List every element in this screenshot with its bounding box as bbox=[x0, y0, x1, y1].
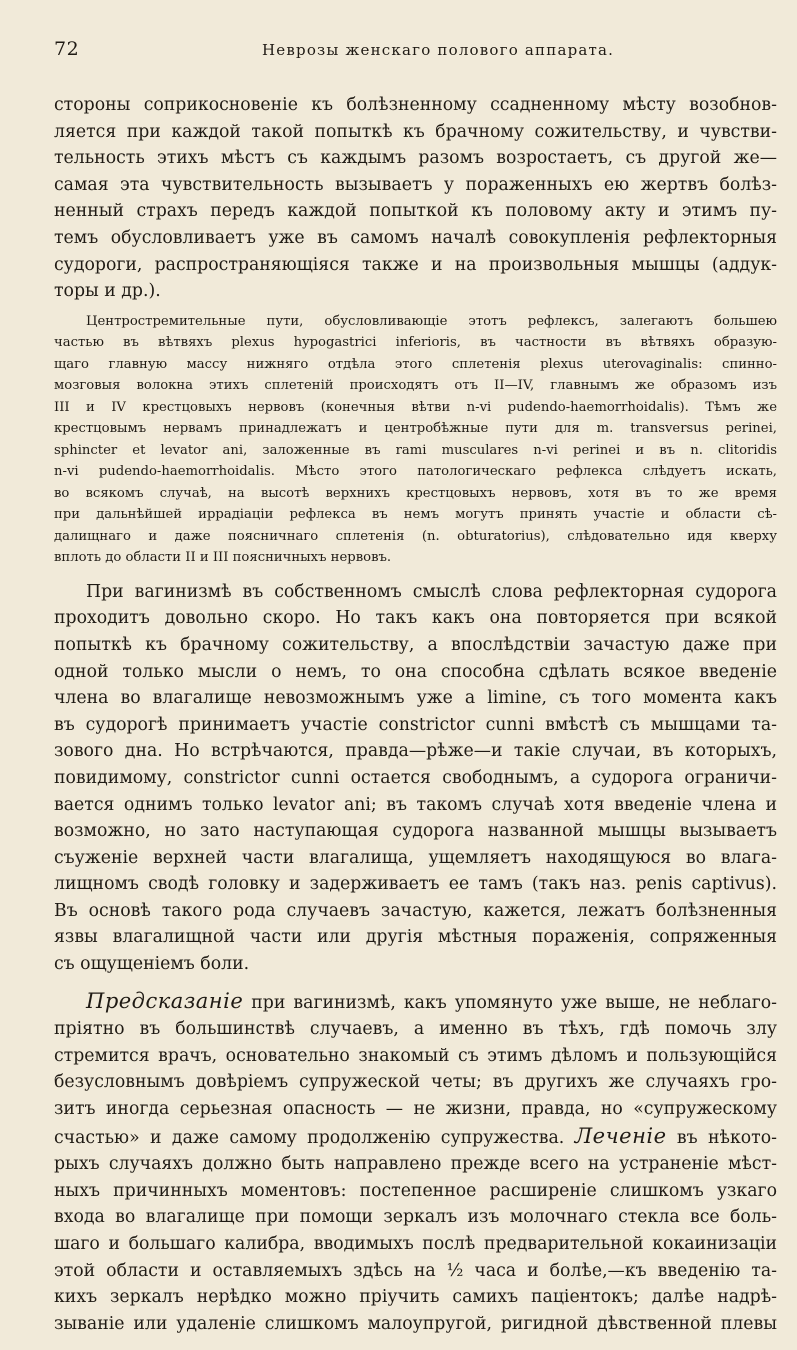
text-line: стороны соприкосновеніе къ болѣзненному ссадненному мѣсту возобнов- bbox=[54, 95, 777, 115]
paragraph-3 bbox=[54, 988, 777, 1338]
text-line: этой области и оставляемыхъ здѣсь на ½ часа и болѣе,—къ введенію та- bbox=[54, 1260, 777, 1281]
text-line: члена во влагалище невозможнымъ уже a limine, съ того момента какъ bbox=[54, 688, 777, 709]
text-line: проходитъ довольно скоро. Но такъ какъ она повторяется при всякой bbox=[54, 608, 777, 629]
page-header bbox=[54, 38, 777, 70]
text-line: шаго и большаго калибра, вводимыхъ послѣ предварительной кокаинизаціи bbox=[54, 1234, 777, 1254]
note-line: sphincter et levator ani, заложенные въ rami musculares n-vi perinei и въ n. clitoridis bbox=[54, 442, 777, 458]
note-line: частью въ вѣтвяхъ plexus hypogastrici inferioris, въ частности въ вѣтвяхъ образую- bbox=[54, 335, 777, 351]
note-line: щаго главную массу нижняго отдѣла этого сплетенія plexus uterovaginalis: спинно- bbox=[54, 356, 777, 372]
text-run: въ нѣкото- bbox=[666, 1127, 777, 1148]
note-line: крестцовымъ нервамъ принадлежатъ и центробѣжные пути для m. transversus perinei, bbox=[54, 421, 777, 437]
page-number: 72 bbox=[54, 38, 80, 60]
note-line: во всякомъ случаѣ, на высотѣ верхнихъ крестцовыхъ нервовъ, хотя въ то же время bbox=[54, 485, 777, 501]
treatment-heading: Леченіе bbox=[574, 1123, 667, 1148]
text-line: самая эта чувствительность вызываетъ у пораженныхъ ею жертвъ болѣз- bbox=[54, 174, 777, 195]
text-line: кихъ зеркалъ нерѣдко можно пріучить самихъ паціентокъ; далѣе надрѣ- bbox=[54, 1287, 777, 1308]
note-line: III и IV крестцовыхъ нервовъ (конечныя вѣтви n-vi pudendo-haemorrhoidalis). Тѣмъ же bbox=[54, 399, 777, 415]
text-line: темъ обусловливаетъ уже въ самомъ началѣ совокупленія рефлекторныя bbox=[54, 227, 777, 248]
text-line: повидимому, constrictor cunni остается свободнымъ, а судорога ограничи- bbox=[54, 767, 777, 788]
text-line: язвы влагалищной части или другія мѣстныя пораженія, сопряженныя bbox=[54, 927, 777, 948]
text-line: съуженіе верхней части влагалища, ущемляетъ находящуюся во влага- bbox=[54, 847, 777, 868]
text-line: ненный страхъ передъ каждой попыткой къ половому акту и этимъ пу- bbox=[54, 201, 777, 222]
running-title: Неврозы женскаго полового аппарата. bbox=[262, 41, 615, 59]
text-line: ляется при каждой такой попыткѣ къ брачному сожительству, и чувстви- bbox=[54, 121, 777, 142]
text-line: зитъ иногда серьезная опасность — не жизни, правда, но «супружескому bbox=[54, 1099, 777, 1120]
text-line: попыткѣ къ брачному сожительству, а впослѣдствіи зачастую даже при bbox=[54, 634, 777, 655]
text-run: при вагинизмѣ, какъ упомянуто уже выше, не неблаго- bbox=[243, 992, 777, 1013]
text-line: зываніе или удаленіе слишкомъ малоупругой, ригидной дѣвственной плевы bbox=[54, 1313, 777, 1334]
text-line: въ судорогѣ принимаетъ участіе constrictor cunni вмѣстѣ съ мышцами та- bbox=[54, 714, 777, 735]
text-line: тельность этихъ мѣстъ съ каждымъ разомъ возростаетъ, съ другой же— bbox=[54, 148, 777, 169]
text-line bbox=[54, 988, 777, 1017]
prognosis-heading: Предсказаніе bbox=[86, 988, 244, 1013]
text-run: счастью» и даже самому продолженію супружества. bbox=[54, 1127, 575, 1148]
text-line: вается однимъ только levator ani; въ такомъ случаѣ хотя введеніе члена и bbox=[54, 794, 777, 815]
note-line: Центростремительные пути, обусловливающіе этотъ рефлексъ, залегаютъ большею bbox=[86, 313, 777, 329]
small-print-note bbox=[54, 311, 777, 569]
paragraph-1 bbox=[54, 92, 777, 305]
text-line: входа во влагалище при помощи зеркалъ изъ молочнаго стекла все боль- bbox=[54, 1207, 777, 1228]
paragraph-2 bbox=[54, 579, 777, 978]
note-line: мозговыя волокна этихъ сплетеній происходятъ отъ II—IV, главнымъ же образомъ изъ bbox=[54, 378, 777, 394]
text-line: возможно, но зато наступающая судорога названной мышцы вызываетъ bbox=[54, 821, 777, 842]
note-line: далищнаго и даже поясничнаго сплетенія (n. obturatorius), слѣдовательно идя кверху bbox=[54, 528, 777, 544]
text-line: съ ощущеніемъ боли. bbox=[54, 954, 250, 975]
text-line: ныхъ причинныхъ моментовъ: постепенное расширеніе слишкомъ узкаго bbox=[54, 1180, 777, 1201]
text-line: торы и др.). bbox=[54, 281, 161, 302]
note-line: вплоть до области II и III поясничныхъ нервовъ. bbox=[54, 550, 392, 566]
text-line: судороги, распространяющіяся также и на произвольныя мышцы (аддук- bbox=[54, 254, 777, 275]
text-line bbox=[54, 1123, 777, 1152]
text-line: Въ основѣ такого рода случаевъ зачастую, кажется, лежатъ болѣзненныя bbox=[54, 900, 777, 921]
text-line: пріятно въ большинствѣ случаевъ, а именно въ тѣхъ, гдѣ помочь злу bbox=[54, 1019, 777, 1040]
text-line: При вагинизмѣ въ собственномъ смыслѣ слова рефлекторная судорога bbox=[86, 581, 777, 602]
note-line: n-vi pudendo-haemorrhoidalis. Мѣсто этого патологическаго рефлекса слѣдуетъ искать, bbox=[54, 464, 777, 480]
text-line: одной только мысли о немъ, то она способна сдѣлать всякое введеніе bbox=[54, 661, 777, 682]
text-line: зового дна. Но встрѣчаются, правда—рѣже—и такіе случаи, въ которыхъ, bbox=[54, 741, 777, 762]
text-line: стремится врачъ, основательно знакомый съ этимъ дѣломъ и пользующійся bbox=[54, 1045, 777, 1066]
text-line: рыхъ случаяхъ должно быть направлено прежде всего на устраненіе мѣст- bbox=[54, 1154, 777, 1175]
text-line: лищномъ сводѣ головку и задерживаетъ ее тамъ (такъ наз. penis captivus). bbox=[54, 874, 777, 895]
text-line: безусловнымъ довѣріемъ супружеской четы; въ другихъ же случаяхъ гро- bbox=[54, 1072, 777, 1093]
note-line: при дальнѣйшей иррадіаціи рефлекса въ немъ могутъ принять участіе и области сѣ- bbox=[54, 507, 777, 523]
